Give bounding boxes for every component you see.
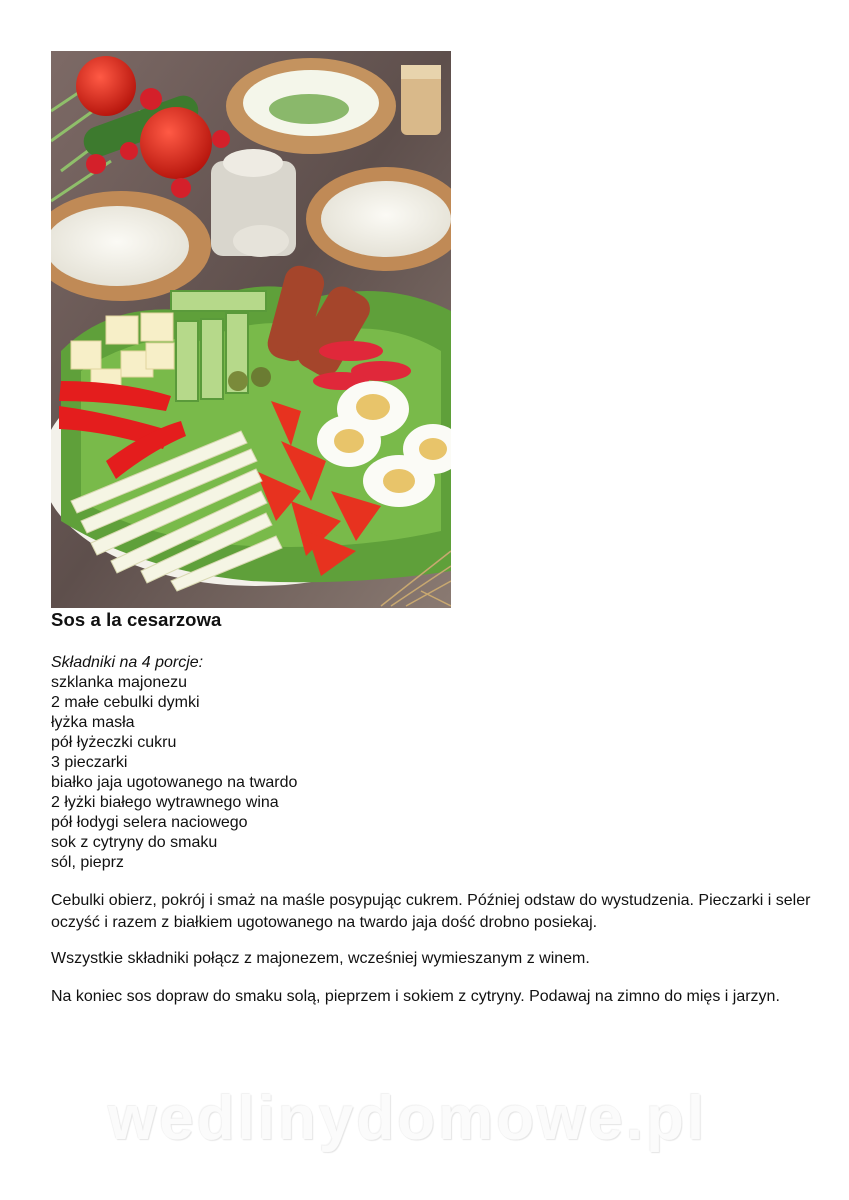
recipe-photo [51,51,451,608]
ingredient-item: sok z cytryny do smaku [51,834,218,851]
ingredient-item: 2 łyżki białego wytrawnego wina [51,794,279,811]
salad-platter-illustration [51,51,451,608]
ingredient-item: pół łyżeczki cukru [51,734,177,751]
ingredient-item: 2 małe cebulki dymki [51,694,200,711]
instructions-paragraph-2: Wszystkie składniki połącz z majonezem, wcześniej wymieszanym z winem. [51,950,590,967]
ingredient-item: 3 pieczarki [51,754,128,771]
ingredient-item: białko jaja ugotowanego na twardo [51,774,298,791]
ingredients-heading: Składniki na 4 porcje: [51,654,204,671]
ingredient-item: sól, pieprz [51,854,124,871]
ingredient-item: pół łodygi selera naciowego [51,814,248,831]
ingredient-item: łyżka masła [51,714,135,731]
recipe-title: Sos a la cesarzowa [51,609,222,630]
site-watermark: wedlinydomowe.pl [108,1084,708,1153]
instructions-paragraph-1: Cebulki obierz, pokrój i smaż na maśle posypując cukrem. Później odstaw do wystudzenia. Pieczarki i seler oczyść i razem z białkiem ugotowanego na twardo jaja dość drobno posiekaj. [51,892,811,931]
ingredient-item: szklanka majonezu [51,674,188,691]
ingredients-list [51,673,297,873]
instructions-paragraph-3: Na koniec sos dopraw do smaku solą, pieprzem i sokiem z cytryny. Podawaj na zimno do mięs i jarzyn. [51,988,780,1005]
